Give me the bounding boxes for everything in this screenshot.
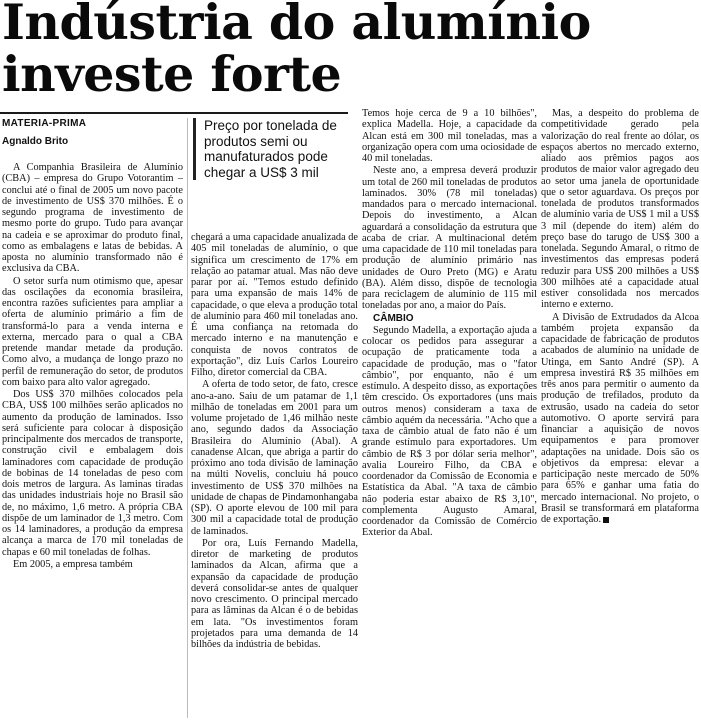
paragraph: A Divisão de Extrudados da Alcoa também projeta expansão da capacidade de fabricação de produtos acabados de alumínio na unidade de Utinga, em Santo André (SP). A empresa investirá R$ 35 milhões em três anos para permitir o aumento da produção de trefilados, produto da extrusão, usado na cadeia do setor automotivo. O aporte servirá para financiar a aquisição de novos equipamentos e para promover adaptações na unidade. Dois são os objetivos da empresa: elevar a participação neste mercado de 50% para 65% e ganhar uma fatia do mercado internacional. No projeto, o Brasil se transformará em plataforma de exportação. <box>541 311 699 525</box>
subhead-cambio: CÂMBIO <box>373 312 414 324</box>
column-3 <box>362 108 537 668</box>
paragraph: A oferta de todo setor, de fato, cresce ano-a-ano. Saiu de um patamar de 1,1 milhão de toneladas em 2001 para um volume projetado de 1,46 milhão neste ano, segundo dados da Associação Brasileira do Alumínio (Abal). A canadense Alcan, que abriga a partir do próximo ano toda divisão de laminação na múlti Novelis, concluiu há pouco investimento de US$ 370 milhões na unidade de chapas de Pindamonhangaba (SP). O aporte elevou de 100 mil para 300 mil a capacidade total de produção de laminados. <box>191 379 358 537</box>
byline: Agnaldo Brito <box>2 136 69 147</box>
column-2 <box>191 232 358 720</box>
paragraph: Segundo Madella, a exportação ajuda a colocar os pedidos para assegurar a ocupação de praticamente toda a capacidade de produção, mas o "fator câmbio", por enquanto, não é um estímulo. A despeito disso, as exportações têm crescido. Os exportadores (uns mais outros menos) consideram a taxa de câmbio aquém da necessária. "Acho que a taxa de câmbio atual de fato não é um grande estímulo para exportadores. Um câmbio de R$ 3 por dólar seria melhor", avalia Loureiro Filho, da CBA e coordenador da Comissão de Economia e Estatística da Abal. "A taxa de câmbio não poderia estar abaixo de R$ 3,10", complementa Augusto Amaral, coordenador da Comissão de Comércio Exterior da Abal. <box>362 324 537 539</box>
headline: Indústria do alumínio investe forte <box>2 0 591 103</box>
paragraph: Temos hoje cerca de 9 a 10 bilhões", explica Madella. Hoje, a capacidade da Alcan está em 300 mil toneladas, mas a organização opera com uma ociosidade de 40 mil toneladas. <box>362 108 537 164</box>
column-4 <box>541 108 699 628</box>
pull-quote: Preço por tonelada de produtos semi ou manufaturados pode chegar a US$ 3 mil <box>193 118 369 180</box>
end-mark-icon <box>603 517 609 523</box>
paragraph: O setor surfa num otimismo que, apesar das oscilações da economia brasileira, encontra razões suficientes para ampliar a oferta de alumínio primário a fim de transformá-lo para a venda interna e externa, mercado para o qual a CBA pretende mandar metade da produção. Como alvo, a mudança de longo prazo no perfil de remuneração do setor, de produtos com baixo para alto valor agregado. <box>2 275 183 388</box>
top-rule <box>0 112 348 114</box>
paragraph: Dos US$ 370 milhões colocados pela CBA, US$ 100 milhões serão aplicados no aumento da produção de laminados. Isso será suficiente para colocar à disposição principalmente dos mercados de transporte, construção civil e embalagem dois laminadores com capacidade de produção de bobinas de 14 toneladas de peso com dois metros de largura. As laminas tiradas das unidades industriais hoje no Brasil são de, no máximo, 1,6 metro. A própria CBA dispõe de um laminador de 1,3 metro. Com os 14 laminadores, a produção da empresa alcança a marca de 170 mil toneladas de chapas e 60 mil toneladas de folhas. <box>2 389 183 558</box>
paragraph: Neste ano, a empresa deverá produzir um total de 260 mil toneladas de produtos laminados. 30% (78 mil toneladas) mandados para o mercado internacional. Depois do investimento, a Alcan aguardará a consolidação da estrutura que acaba de criar. A multinacional detém uma capacidade de 110 mil toneladas para produção de alumínio primário nas unidades de Ouro Preto (MG) e Aratu (BA). Além disso, dispõe de tecnologia para reciclagem de alumínio de 115 mil toneladas por ano, a maior do País. <box>362 165 537 312</box>
section-label: MATERIA-PRIMA <box>2 118 87 129</box>
paragraph: Por ora, Luís Fernando Madella, diretor de marketing de produtos laminados da Alcan, afirma que a expansão da capacidade de produção deverá consolidar-se antes de qualquer novo crescimento. O principal mercado para as lâminas da Alcan é o de bebidas em lata. "Os investimentos foram projetados para uma demanda de 14 bilhões da indústria de bebidas. <box>191 537 358 650</box>
column-divider <box>187 118 188 718</box>
paragraph-with-end-mark <box>541 312 699 526</box>
paragraph: chegará a uma capacidade anualizada de 405 mil toneladas de alumínio, o que significa um crescimento de 17% em relação ao patamar atual. Mas não deve parar por aí. "Temos estudo definido para uma expansão de mais 14% de capacidade, o que eleva a produção total de alumínio para 460 mil toneladas ano. É uma confiança na retomada do mercado interno e na manutenção e conquista de novos contratos de exportação", diz Luís Carlos Loureiro Filho, diretor comercial da CBA. <box>191 232 358 378</box>
paragraph: A Companhia Brasileira de Alumínio (CBA) – empresa do Grupo Votorantim – conclui até o final de 2005 um novo pacote de investimento de US$ 370 milhões. É o segundo programa de investimento de mesmo porte do grupo. Tudo para avançar na cadeia e se aproximar do produto final, como as embalagens e latas de bebidas. A aposta no alumínio transformado não é exclusiva da CBA. <box>2 162 183 275</box>
paragraph: Mas, a despeito do problema de competitividade gerado pela valorização do real frente ao dólar, os espaços abertos no mercado externo, aliado aos prêmios pagos aos produtos de maior valor agregado deu ao setor uma janela de oportunidade que o setor aguardava. Os preços por tonelada de produtos transformados de alumínio varia de US$ 1 mil a US$ 3 mil (depende do item) além do preço base do tarugo de US$ 300 a tonelada. Segundo Amaral, o ritmo de investimentos das empresas poderá reduzir para US$ 200 milhões a US$ 300 milhões até a capacidade atual estiver consolidada nos mercados interno e externo. <box>541 108 699 311</box>
paragraph: Em 2005, a empresa também <box>13 558 133 570</box>
column-1 <box>2 162 183 717</box>
